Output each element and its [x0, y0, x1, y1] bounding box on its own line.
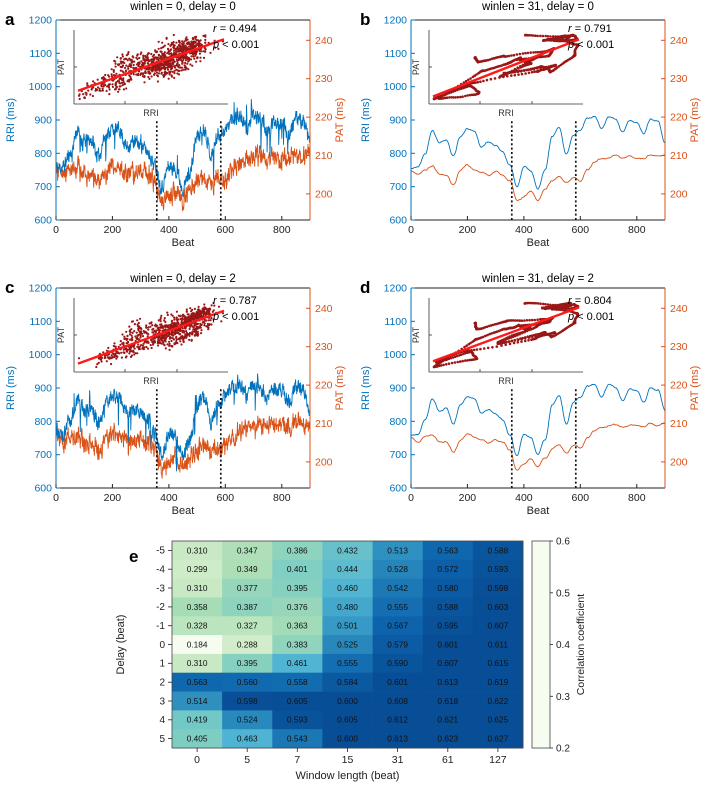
heatmap-cell-value: 0.480 — [337, 601, 358, 612]
heatmap-cell-value: 0.383 — [286, 639, 308, 650]
heatmap-cell-value: 0.310 — [186, 658, 208, 669]
stat-p — [568, 39, 614, 51]
heatmap-col-label: 61 — [441, 754, 454, 766]
colorbar-tick-label: 0.4 — [556, 640, 570, 651]
svg-text:900: 900 — [389, 114, 407, 127]
panel-letter: a — [5, 10, 15, 29]
heatmap-cell-value: 0.524 — [236, 714, 258, 725]
panel-title: winlen = 0, delay = 2 — [130, 273, 236, 285]
svg-text:800: 800 — [34, 415, 52, 428]
heatmap-cell-value: 0.563 — [437, 545, 459, 556]
timeseries-plot-d — [355, 268, 709, 518]
colorbar — [532, 537, 587, 755]
svg-text:400: 400 — [160, 492, 178, 504]
svg-text:1100: 1100 — [29, 315, 52, 328]
heatmap-cell-value: 0.395 — [236, 658, 258, 669]
heatmap-cell-value: 0.395 — [286, 583, 308, 593]
svg-text:1100: 1100 — [384, 315, 407, 328]
inset-y-label: PAT — [411, 326, 421, 344]
y-axis-label-left: RRI (ms) — [5, 98, 17, 142]
heatmap-y-axis-label: Delay (beat) — [115, 614, 127, 675]
heatmap-cell-value: 0.299 — [186, 564, 208, 575]
heatmap-cell-value: 0.376 — [286, 601, 308, 612]
panel-letter: e — [129, 547, 139, 566]
heatmap-col-label: 15 — [341, 754, 354, 766]
inset-x-label: RRI — [498, 108, 514, 118]
heatmap-cell-value: 0.347 — [236, 545, 258, 556]
p-value: < 0.001 — [574, 311, 615, 323]
heatmap-cell-value: 0.615 — [487, 658, 509, 669]
heatmap-cell-value: 0.327 — [236, 620, 258, 631]
panel-letter: d — [360, 278, 371, 297]
svg-text:230: 230 — [315, 341, 333, 354]
heatmap-cell-value: 0.444 — [337, 564, 358, 575]
series-lines — [411, 116, 665, 220]
inset-y-label: PAT — [411, 58, 421, 76]
heatmap-col-label: 31 — [391, 754, 404, 766]
r-symbol: r — [568, 23, 572, 35]
panel-b — [355, 0, 709, 262]
svg-text:200: 200 — [458, 224, 477, 236]
svg-text:800: 800 — [628, 224, 646, 236]
panel-title: winlen = 31, delay = 2 — [482, 273, 594, 285]
svg-text:600: 600 — [389, 482, 407, 495]
heatmap-col-label: 127 — [489, 754, 507, 766]
svg-text:800: 800 — [628, 492, 646, 504]
heatmap-cell-value: 0.593 — [286, 714, 308, 725]
heatmap-cell-value: 0.622 — [487, 695, 509, 706]
y-axis-label-right: PAT (ms) — [334, 97, 346, 143]
inset-x-label: RRI — [143, 108, 159, 118]
heatmap-cell-value: 0.623 — [437, 733, 459, 744]
inset-y-label: PAT — [56, 58, 66, 76]
r-value: = 0.494 — [216, 23, 257, 35]
svg-text:400: 400 — [515, 224, 533, 236]
heatmap-cell-value: 0.600 — [337, 695, 358, 706]
heatmap-cell-value: 0.460 — [337, 583, 358, 593]
colorbar-tick-label: 0.6 — [556, 536, 570, 548]
svg-text:220: 220 — [670, 111, 688, 124]
svg-text:600: 600 — [571, 492, 590, 504]
p-symbol: p — [213, 39, 220, 51]
panel-letter: c — [5, 278, 15, 297]
r-symbol: r — [213, 295, 217, 307]
r-symbol: r — [213, 23, 217, 35]
y-axis-label-right: PAT (ms) — [689, 97, 701, 143]
heatmap-row-label: -2 — [156, 602, 165, 614]
svg-text:800: 800 — [273, 492, 291, 504]
heatmap-cell-value: 0.363 — [286, 620, 308, 631]
heatmap-cell-value: 0.514 — [186, 695, 208, 706]
svg-text:220: 220 — [315, 379, 333, 392]
svg-text:900: 900 — [34, 114, 52, 127]
svg-text:200: 200 — [670, 188, 688, 201]
svg-text:800: 800 — [34, 147, 52, 160]
heatmap-row-label: 5 — [159, 733, 165, 745]
panel-title: winlen = 31, delay = 0 — [482, 1, 594, 13]
heatmap-cell-value: 0.605 — [337, 714, 358, 725]
svg-text:230: 230 — [315, 73, 333, 86]
heatmap-cell-value: 0.513 — [387, 545, 408, 556]
heatmap-cell-value: 0.607 — [437, 658, 459, 669]
panel-title: winlen = 0, delay = 0 — [130, 1, 236, 13]
axes — [360, 15, 701, 250]
timeseries-plot-b — [355, 0, 709, 250]
heatmap-cell-value: 0.598 — [487, 583, 509, 593]
svg-text:1200: 1200 — [383, 14, 407, 27]
colorbar-label: Correlation coefficient — [575, 593, 587, 696]
heatmap-row-label: -4 — [156, 564, 165, 576]
heatmap-row-label: 3 — [159, 696, 165, 708]
svg-text:1100: 1100 — [29, 47, 52, 60]
heatmap-cell-value: 0.560 — [236, 677, 258, 688]
heatmap-cell-value: 0.603 — [487, 601, 509, 612]
svg-text:200: 200 — [103, 224, 122, 236]
heatmap-cell-value: 0.601 — [387, 677, 408, 688]
heatmap-cell-value: 0.310 — [186, 583, 208, 593]
heatmap-cell-value: 0.613 — [437, 677, 459, 688]
y-axis-label-left: RRI (ms) — [360, 98, 372, 142]
svg-text:600: 600 — [389, 214, 407, 227]
heatmap-cell-value: 0.627 — [487, 733, 509, 744]
heatmap-cell-value: 0.525 — [337, 639, 358, 650]
heatmap-cell-value: 0.572 — [437, 564, 459, 575]
svg-text:1000: 1000 — [383, 81, 407, 94]
stat-r — [568, 23, 612, 35]
heatmap-cell-value: 0.558 — [286, 677, 308, 688]
svg-text:0: 0 — [408, 224, 414, 236]
p-symbol: p — [568, 311, 575, 323]
heatmap-cell-value: 0.621 — [437, 714, 459, 725]
svg-text:1000: 1000 — [383, 349, 407, 362]
panel-e — [0, 525, 709, 785]
heatmap-cell-value: 0.611 — [487, 639, 508, 650]
heatmap-cell-value: 0.613 — [387, 733, 408, 744]
svg-text:1100: 1100 — [384, 47, 407, 60]
heatmap-cell-value: 0.184 — [186, 639, 208, 650]
heatmap-cell-value: 0.543 — [286, 733, 308, 744]
timeseries-plot-c — [0, 268, 354, 518]
svg-text:210: 210 — [315, 150, 333, 162]
svg-text:1200: 1200 — [28, 282, 52, 295]
svg-text:800: 800 — [389, 147, 407, 160]
timeseries-plot-a — [0, 0, 354, 250]
heatmap-cell-value: 0.377 — [236, 583, 258, 593]
svg-text:200: 200 — [315, 456, 333, 469]
r-value: = 0.804 — [571, 295, 612, 307]
heatmap-cell-value: 0.555 — [337, 658, 358, 669]
r-symbol: r — [568, 295, 572, 307]
svg-text:600: 600 — [571, 224, 590, 236]
heatmap-cell-value: 0.625 — [487, 714, 509, 725]
heatmap-cell-value: 0.600 — [337, 733, 358, 744]
svg-text:1200: 1200 — [28, 14, 52, 27]
svg-text:220: 220 — [670, 379, 688, 392]
svg-text:200: 200 — [458, 492, 477, 504]
heatmap-cell-value: 0.588 — [487, 545, 509, 556]
svg-text:800: 800 — [389, 415, 407, 428]
heatmap-cell-value: 0.405 — [186, 733, 208, 744]
heatmap-row-label: -5 — [156, 545, 165, 557]
heatmap-cell-value: 0.580 — [437, 583, 459, 593]
svg-text:700: 700 — [389, 181, 407, 194]
svg-text:0: 0 — [408, 492, 414, 504]
heatmap-cell-value: 0.432 — [337, 545, 358, 556]
inset-scatter — [411, 30, 583, 118]
heatmap-cell-value: 0.419 — [186, 714, 208, 725]
svg-text:800: 800 — [273, 224, 291, 236]
inset-scatter — [411, 298, 583, 386]
heatmap-cell-value: 0.595 — [437, 620, 459, 631]
heatmap-cell-value: 0.386 — [286, 545, 308, 556]
heatmap-cell-value: 0.588 — [437, 601, 459, 612]
svg-text:210: 210 — [670, 150, 688, 162]
colorbar-tick-label: 0.5 — [556, 588, 570, 600]
svg-text:240: 240 — [315, 302, 333, 315]
stat-p — [213, 311, 259, 323]
heatmap-cell-value: 0.618 — [437, 695, 459, 706]
heatmap-row-label: -3 — [156, 583, 165, 595]
heatmap-row-label: 1 — [159, 658, 165, 670]
stat-p — [213, 39, 259, 51]
heatmap-cell-value: 0.563 — [186, 677, 208, 688]
svg-text:1000: 1000 — [28, 81, 52, 94]
axes — [360, 283, 701, 518]
svg-text:400: 400 — [160, 224, 178, 236]
regression-line — [78, 311, 224, 364]
p-value: < 0.001 — [574, 39, 615, 51]
y-axis-label-left: RRI (ms) — [5, 366, 17, 410]
stat-p — [568, 311, 614, 323]
heatmap-cell-value: 0.328 — [186, 620, 208, 631]
heatmap-col-label: 5 — [244, 754, 251, 766]
svg-text:230: 230 — [670, 341, 688, 354]
r-value: = 0.787 — [216, 295, 257, 307]
svg-text:0: 0 — [53, 492, 59, 504]
regression-line — [78, 39, 224, 90]
svg-text:0: 0 — [53, 224, 59, 236]
svg-text:230: 230 — [670, 73, 688, 86]
inset-y-label: PAT — [56, 326, 66, 344]
svg-text:600: 600 — [34, 214, 52, 227]
svg-text:900: 900 — [389, 382, 407, 395]
heatmap-cell-value: 0.349 — [236, 564, 258, 575]
heatmap-cell-value: 0.601 — [437, 639, 459, 650]
svg-text:220: 220 — [315, 111, 333, 124]
panel-d — [355, 262, 709, 524]
series-lines — [56, 374, 310, 489]
p-value: < 0.001 — [219, 39, 260, 51]
panel-a — [0, 0, 354, 262]
heatmap-plot — [0, 525, 709, 785]
inset-x-label: RRI — [498, 376, 514, 386]
svg-text:240: 240 — [315, 34, 333, 47]
svg-text:200: 200 — [103, 492, 122, 504]
pat-line — [411, 423, 665, 470]
svg-text:700: 700 — [389, 449, 407, 462]
stat-r — [213, 23, 257, 35]
heatmap-row-label: 2 — [159, 677, 165, 689]
svg-text:600: 600 — [216, 492, 235, 504]
inset-scatter — [56, 30, 228, 118]
heatmap-cell-value: 0.612 — [387, 714, 408, 725]
heatmap-col-label: 7 — [294, 754, 301, 766]
svg-text:600: 600 — [34, 482, 52, 495]
x-axis-label: Beat — [526, 237, 550, 249]
inset-scatter — [56, 298, 228, 386]
heatmap-cell-value: 0.288 — [236, 639, 258, 650]
panel-letter: b — [360, 10, 371, 29]
heatmap-cell-value: 0.401 — [286, 564, 308, 575]
heatmap-cell-value: 0.607 — [487, 620, 509, 631]
p-symbol: p — [568, 39, 575, 51]
y-axis-label-right: PAT (ms) — [689, 365, 701, 411]
pat-line — [56, 144, 310, 211]
heatmap-cell-value: 0.605 — [286, 695, 308, 706]
heatmap-cell-value: 0.579 — [387, 639, 408, 650]
heatmap-cell-value: 0.387 — [236, 601, 258, 612]
heatmap-grid — [115, 541, 523, 782]
heatmap-cell-value: 0.619 — [487, 677, 509, 688]
heatmap-cell-value: 0.593 — [487, 564, 509, 575]
svg-text:240: 240 — [670, 34, 688, 47]
heatmap-cell-value: 0.501 — [337, 620, 358, 631]
svg-text:210: 210 — [315, 418, 333, 430]
svg-text:600: 600 — [216, 224, 235, 236]
x-axis-label: Beat — [171, 505, 195, 517]
heatmap-cell-value: 0.608 — [387, 695, 408, 706]
heatmap-cell-value: 0.463 — [236, 733, 258, 744]
inset-x-label: RRI — [143, 376, 159, 386]
svg-text:1200: 1200 — [383, 282, 407, 295]
svg-text:700: 700 — [34, 449, 52, 462]
p-symbol: p — [213, 311, 220, 323]
svg-text:900: 900 — [34, 382, 52, 395]
heatmap-cell-value: 0.542 — [387, 583, 408, 593]
heatmap-cell-value: 0.598 — [236, 695, 258, 706]
heatmap-x-axis-label: Window length (beat) — [295, 770, 400, 782]
stat-r — [568, 295, 612, 307]
heatmap-row-label: 4 — [159, 715, 165, 727]
heatmap-row-label: -1 — [156, 621, 165, 632]
svg-text:210: 210 — [670, 418, 688, 430]
series-lines — [411, 384, 665, 488]
heatmap-cell-value: 0.590 — [387, 658, 408, 669]
r-value: = 0.791 — [571, 23, 612, 35]
p-value: < 0.001 — [219, 311, 260, 323]
axes — [5, 283, 346, 518]
colorbar-tick-label: 0.3 — [556, 691, 570, 703]
heatmap-row-label: 0 — [159, 639, 165, 651]
heatmap-cell-value: 0.555 — [387, 601, 408, 612]
svg-text:700: 700 — [34, 181, 52, 194]
heatmap-cell-value: 0.310 — [186, 545, 208, 556]
x-axis-label: Beat — [171, 237, 195, 249]
svg-text:1000: 1000 — [28, 349, 52, 362]
stat-r — [213, 295, 257, 307]
y-axis-label-left: RRI (ms) — [360, 366, 372, 410]
svg-text:200: 200 — [670, 456, 688, 469]
svg-text:400: 400 — [515, 492, 533, 504]
svg-text:240: 240 — [670, 302, 688, 315]
heatmap-cell-value: 0.567 — [387, 620, 408, 631]
colorbar-tick-label: 0.2 — [556, 743, 570, 755]
pat-line — [411, 155, 665, 201]
heatmap-col-label: 0 — [194, 754, 201, 766]
heatmap-cell-value: 0.358 — [186, 601, 208, 612]
panel-c — [0, 262, 354, 524]
series-lines — [56, 99, 310, 220]
heatmap-cell-value: 0.461 — [286, 658, 308, 669]
heatmap-cell-value: 0.584 — [337, 677, 358, 688]
svg-text:200: 200 — [315, 188, 333, 201]
heatmap-cell-value: 0.528 — [387, 564, 408, 575]
x-axis-label: Beat — [526, 505, 550, 517]
y-axis-label-right: PAT (ms) — [334, 365, 346, 411]
